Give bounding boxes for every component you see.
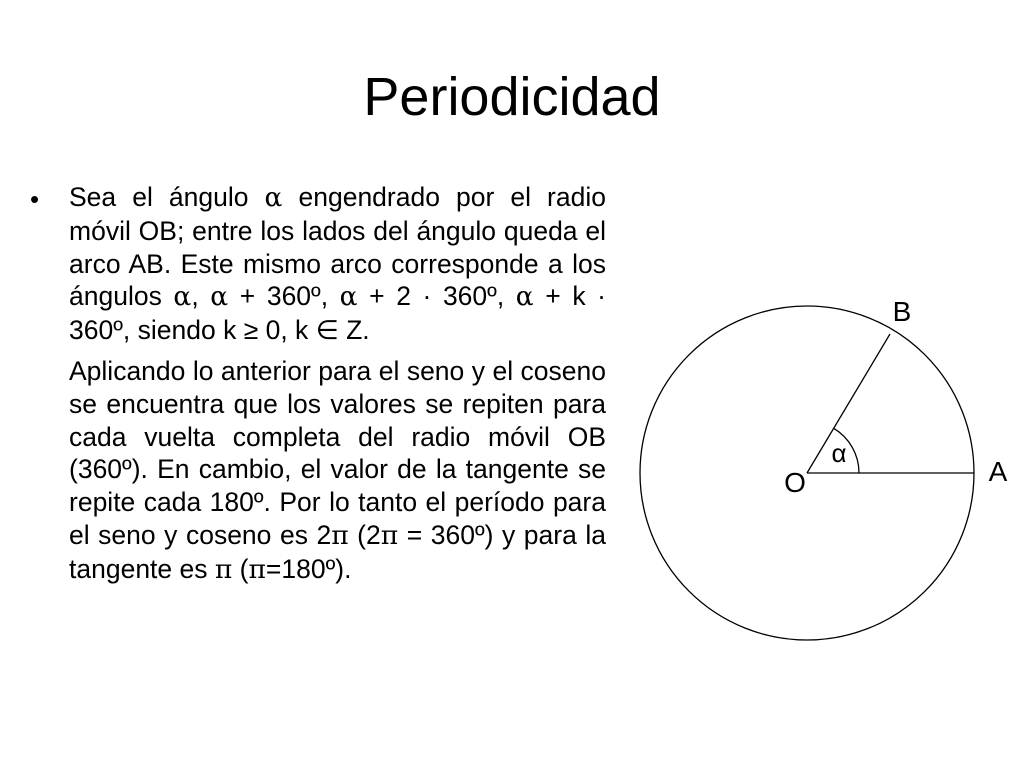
greek-symbol: π [248, 553, 266, 585]
greek-symbol: α [210, 281, 229, 313]
bullet-marker: • [30, 184, 40, 214]
greek-symbol: π [380, 519, 399, 551]
paragraph-2: Aplicando lo anterior para el seno y el coseno se encuentra que los valores se repiten para cada vuelta completa del radio móvil OB (360º). En cambio, el valor de la tangente se repite cada 180º. Por lo tanto el período para el seno y coseno es 2π (2π = 360º) y para la tangente es π (π=180º). [69, 355, 606, 585]
angle-alpha-label: α [831, 438, 847, 468]
greek-symbol: α [173, 281, 192, 313]
paragraph-1: Sea el ángulo α engendrado por el radio móvil OB; entre los lados del ángulo queda el arco AB. Este mismo arco corresponde a los ángulos α, α + 360º, α + 2 · 360º, α + k · 360º, siendo k ≥ 0, k ∈ Z. [69, 182, 607, 346]
point-a-label: A [988, 456, 1008, 487]
radius-ob [807, 334, 890, 473]
greek-symbol: π [331, 519, 349, 551]
greek-symbol: α [339, 281, 358, 313]
greek-symbol: π [214, 553, 233, 585]
center-label: O [784, 467, 806, 498]
greek-symbol: α [264, 182, 283, 213]
slide-title: Periodicidad [363, 67, 661, 127]
point-b-label: B [892, 296, 912, 327]
greek-symbol: α [515, 281, 534, 313]
